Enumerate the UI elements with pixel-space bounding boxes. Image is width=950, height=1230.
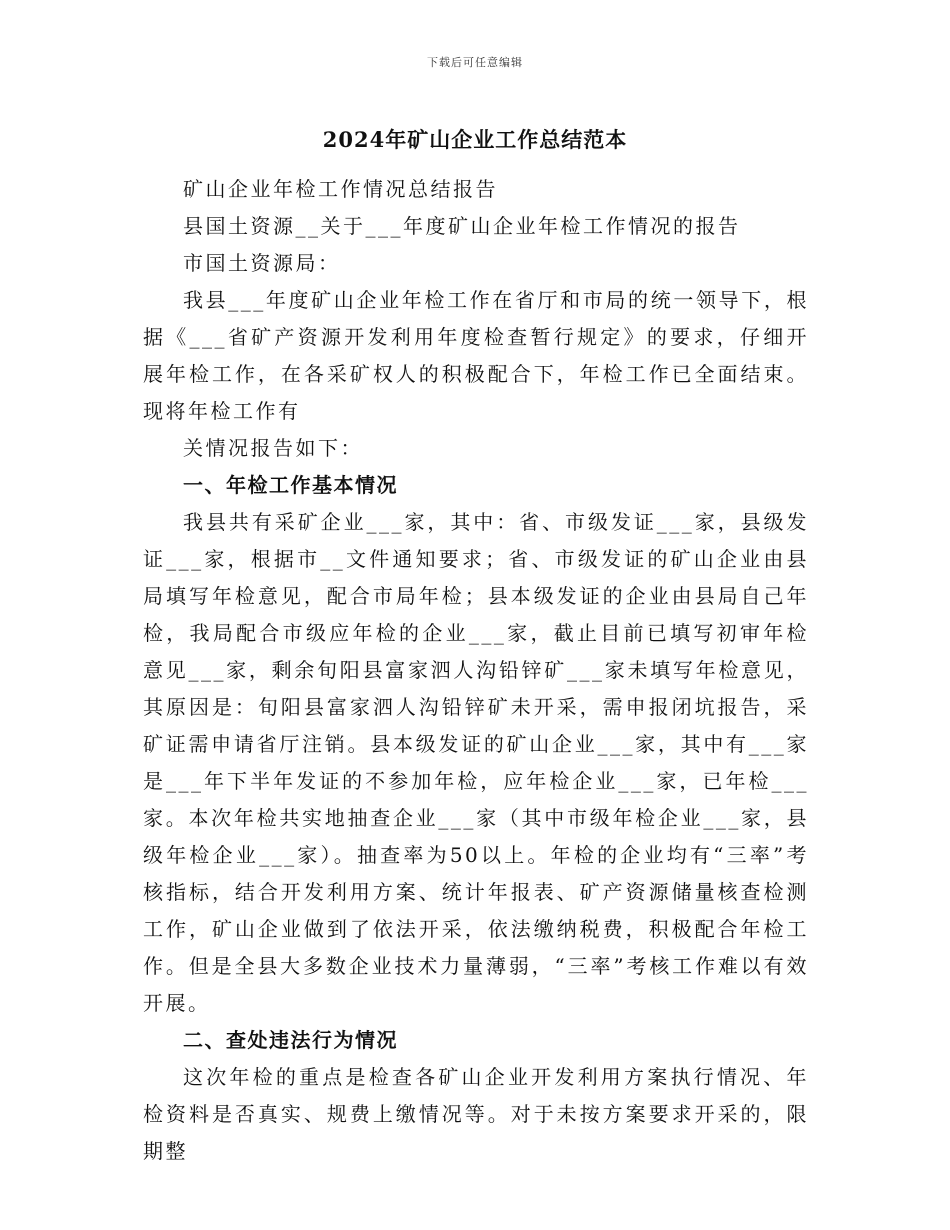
addressee: 市国土资源局： — [183, 251, 341, 275]
intro-continuation: 关情况报告如下： — [183, 436, 363, 460]
section-heading-1: 一、年检工作基本情况 — [183, 473, 398, 497]
page-header: 下载后可任意编辑 — [427, 56, 523, 69]
report-subject: 矿山企业年检工作情况总结报告 — [183, 177, 498, 201]
intro-paragraph: 我县___年度矿山企业年检工作在省厅和市局的统一领导下，根据《___省矿产资源开发利用年度检查暂行规定》的要求，仔细开展年检工作，在各采矿权人的积极配合下，年检工作已全面结束。现将年检工作有 — [143, 288, 809, 423]
report-heading: 县国土资源__关于___年度矿山企业年检工作情况的报告 — [183, 214, 741, 238]
document-title: 2024年矿山企业工作总结范本 — [322, 127, 628, 152]
section-heading-2: 二、查处违法行为情况 — [183, 1028, 398, 1052]
section-2-paragraph: 这次年检的重点是检查各矿山企业开发利用方案执行情况、年检资料是否真实、规费上缴情况等。对于未按方案要求开采的，限期整 — [143, 1065, 809, 1163]
document-body — [143, 171, 809, 1170]
section-1-paragraph: 我县共有采矿企业___家，其中：省、市级发证___家，县级发证___家，根据市__文件通知要求；省、市级发证的矿山企业由县局填写年检意见，配合市局年检；县本级发证的企业由县局自己年检，我局配合市级应年检的企业___家，截止目前已填写初审年检意见___家，剩余旬阳县富家泗人沟铅锌矿___家未填写年检意见，其原因是：旬阳县富家泗人沟铅锌矿未开采，需申报闭坑报告，采矿证需申请省厅注销。县本级发证的矿山企业___家，其中有___家是___年下半年发证的不参加年检，应年检企业___家，已年检___家。本次年检共实地抽查企业___家（其中市级年检企业___家，县级年检企业___家）。抽查率为50以上。年检的企业均有“三率”考核指标，结合开发利用方案、统计年报表、矿产资源储量核查检测工作，矿山企业做到了依法开采，依法缴纳税费，积极配合年检工作。但是全县大多数企业技术力量薄弱，“三率”考核工作难以有效开展。 — [143, 510, 809, 1015]
